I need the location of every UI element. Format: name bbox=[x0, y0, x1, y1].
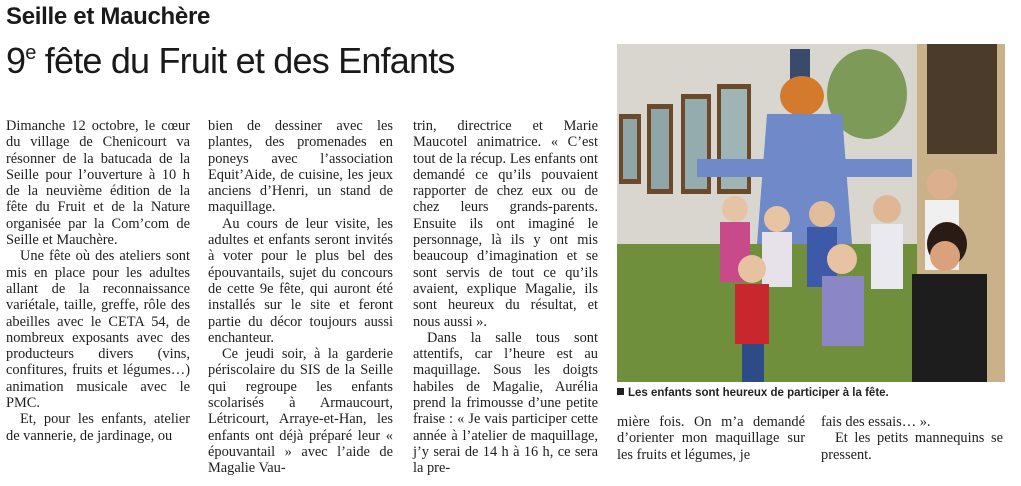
paragraph: Au cours de leur visite, les adultes et enfants seront invités à voter pour le plus bel des épouvantails, sujet du concours de cette 9e fête, qui auront été installés sur le site et feront partie du décor toujours aussi enchanteur. bbox=[208, 215, 393, 346]
paragraph: bien de dessiner avec les plantes, des promenades en poneys avec l’association Equit’Aide, de cuisine, les jeux anciens d’Henri, un stand de maquillage. bbox=[208, 118, 393, 216]
paragraph: Dans la salle tous sont attentifs, car l’heure est au maquillage. Sous les doigts habiles de Magalie, Aurélia prend la frimousse d’une petite fraise : « Je vais participer cette année à l’atelier de maquillage, j’y serai de 14 h à 16 h, ce sera la pre- bbox=[413, 329, 598, 477]
paragraph: fais des essais… ». bbox=[821, 414, 931, 430]
article-column-5 bbox=[821, 414, 1003, 463]
photo-illustration bbox=[617, 44, 1005, 382]
section-rubric: Seille et Mauchère bbox=[6, 3, 211, 30]
headline-text: fête du Fruit et des Enfants bbox=[35, 40, 455, 81]
article-column-4 bbox=[617, 414, 805, 463]
article-column-2 bbox=[208, 118, 393, 477]
paragraph: mière fois. On m’a demandé d’orienter mon maquillage sur les fruits et légumes, je bbox=[617, 414, 805, 463]
paragraph: Et, pour les enfants, atelier de vannerie, de jardinage, ou bbox=[6, 411, 190, 444]
photo-caption-text: Les enfants sont heureux de participer à la fête. bbox=[628, 387, 889, 399]
paragraph: Et les petits mannequins se pressent. bbox=[821, 430, 1003, 463]
headline-ordinal: e bbox=[25, 42, 36, 64]
photo-caption bbox=[617, 387, 1007, 399]
article-photo bbox=[617, 44, 1005, 382]
article-column-3 bbox=[413, 118, 598, 477]
paragraph: Dimanche 12 octobre, le cœur du village de Chenicourt va résonner de la batucada de la Seille pour l’ouverture à 10 h de la neuvième édition de la fête du Fruit et de la Nature organisée par la Com’com de Seille et Mauchère. bbox=[6, 118, 190, 249]
headline bbox=[6, 40, 455, 82]
caption-bullet-icon bbox=[617, 388, 624, 395]
article-column-1 bbox=[6, 118, 190, 444]
paragraph: trin, directrice et Marie Maucotel animatrice. « C’est tout de la récup. Les enfants ont demandé ce qu’ils pouvaient rapporter de chez eux ou de chez leurs grands-parents. Ensuite ils ont imaginé le personnage, là ils y ont mis beaucoup d’imagination et se sont servis de tout ce qu’ils avaient, explique Magalie, ils sont heureux du résultat, et nous aussi ». bbox=[413, 118, 598, 330]
paragraph: Une fête où des ateliers sont mis en place pour les adultes allant de la reconnaissance variétale, taille, greffe, rôle des abeilles avec le CETA 54, de nombreux exposants avec des producteurs divers (vins, confitures, fruits et légumes…) animation musicale avec le PMC. bbox=[6, 248, 190, 412]
paragraph: Ce jeudi soir, à la garderie périscolaire du SIS de la Seille qui regroupe les enfants scolarisés à Armaucourt, Létricourt, Arraye-et-Han, les enfants ont déjà préparé leur « épouvantail » avec l’aide de Magalie Vau- bbox=[208, 346, 393, 477]
headline-number: 9 bbox=[6, 40, 26, 81]
